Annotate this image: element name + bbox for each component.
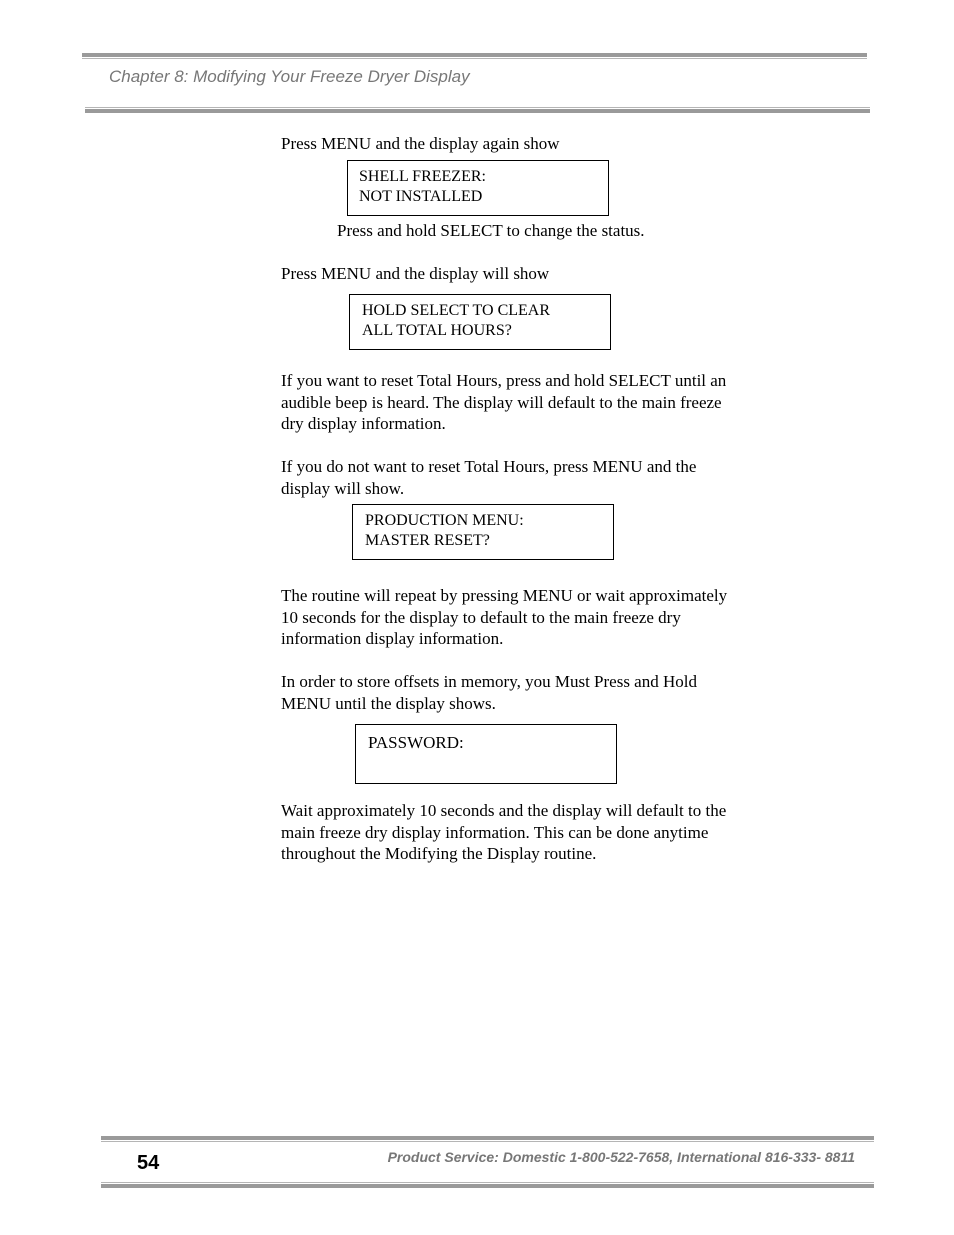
display-line: HOLD SELECT TO CLEAR [362, 302, 551, 319]
paragraph-routine-repeat: The routine will repeat by pressing MENU or wait approximately 10 seconds for the display to default to the main freeze dry information display information. [281, 586, 728, 648]
display-line: PASSWORD: [368, 733, 464, 752]
header-rule-top-thin [82, 58, 867, 59]
header-rule-bottom [85, 109, 870, 113]
paragraph-press-menu-again: Press MENU and the display again show [281, 134, 560, 153]
display-box-production-menu [352, 504, 614, 560]
display-box-hold-select [349, 294, 611, 350]
display-line: MASTER RESET? [365, 532, 490, 549]
display-box-password [355, 724, 617, 784]
paragraph-store-offsets: In order to store offsets in memory, you Must Press and Hold MENU until the display shows. [281, 672, 697, 713]
chapter-title: Chapter 8: Modifying Your Freeze Dryer Display [109, 67, 470, 86]
paragraph-hold-select: Press and hold SELECT to change the status. [337, 221, 645, 240]
paragraph-no-reset: If you do not want to reset Total Hours, press MENU and the display will show. [281, 457, 697, 498]
display-line: ALL TOTAL HOURS? [362, 322, 512, 339]
display-line: NOT INSTALLED [359, 188, 483, 205]
header-rule-top [82, 53, 867, 57]
paragraph-reset-hours: If you want to reset Total Hours, press and hold SELECT until an audible beep is heard. The display will default to the main freeze dry display information. [281, 371, 727, 433]
header-rule-bottom-thin [85, 107, 870, 108]
page-number: 54 [137, 1152, 160, 1174]
footer-rule-bottom [101, 1184, 874, 1188]
display-box-shell-freezer [347, 160, 609, 216]
display-line: SHELL FREEZER: [359, 168, 486, 185]
footer-rule-bottom-thin [101, 1182, 874, 1183]
footer-rule-top-thin [101, 1141, 874, 1142]
paragraph-press-menu-show: Press MENU and the display will show [281, 264, 550, 283]
paragraph-wait-default: Wait approximately 10 seconds and the display will default to the main freeze dry display information. This can be done anytime throughout the Modifying the Display routine. [281, 801, 727, 863]
footer-rule-top [101, 1136, 874, 1140]
product-service-info: Product Service: Domestic 1-800-522-7658, International 816-333- 8811 [387, 1149, 855, 1165]
display-line: PRODUCTION MENU: [365, 512, 524, 529]
